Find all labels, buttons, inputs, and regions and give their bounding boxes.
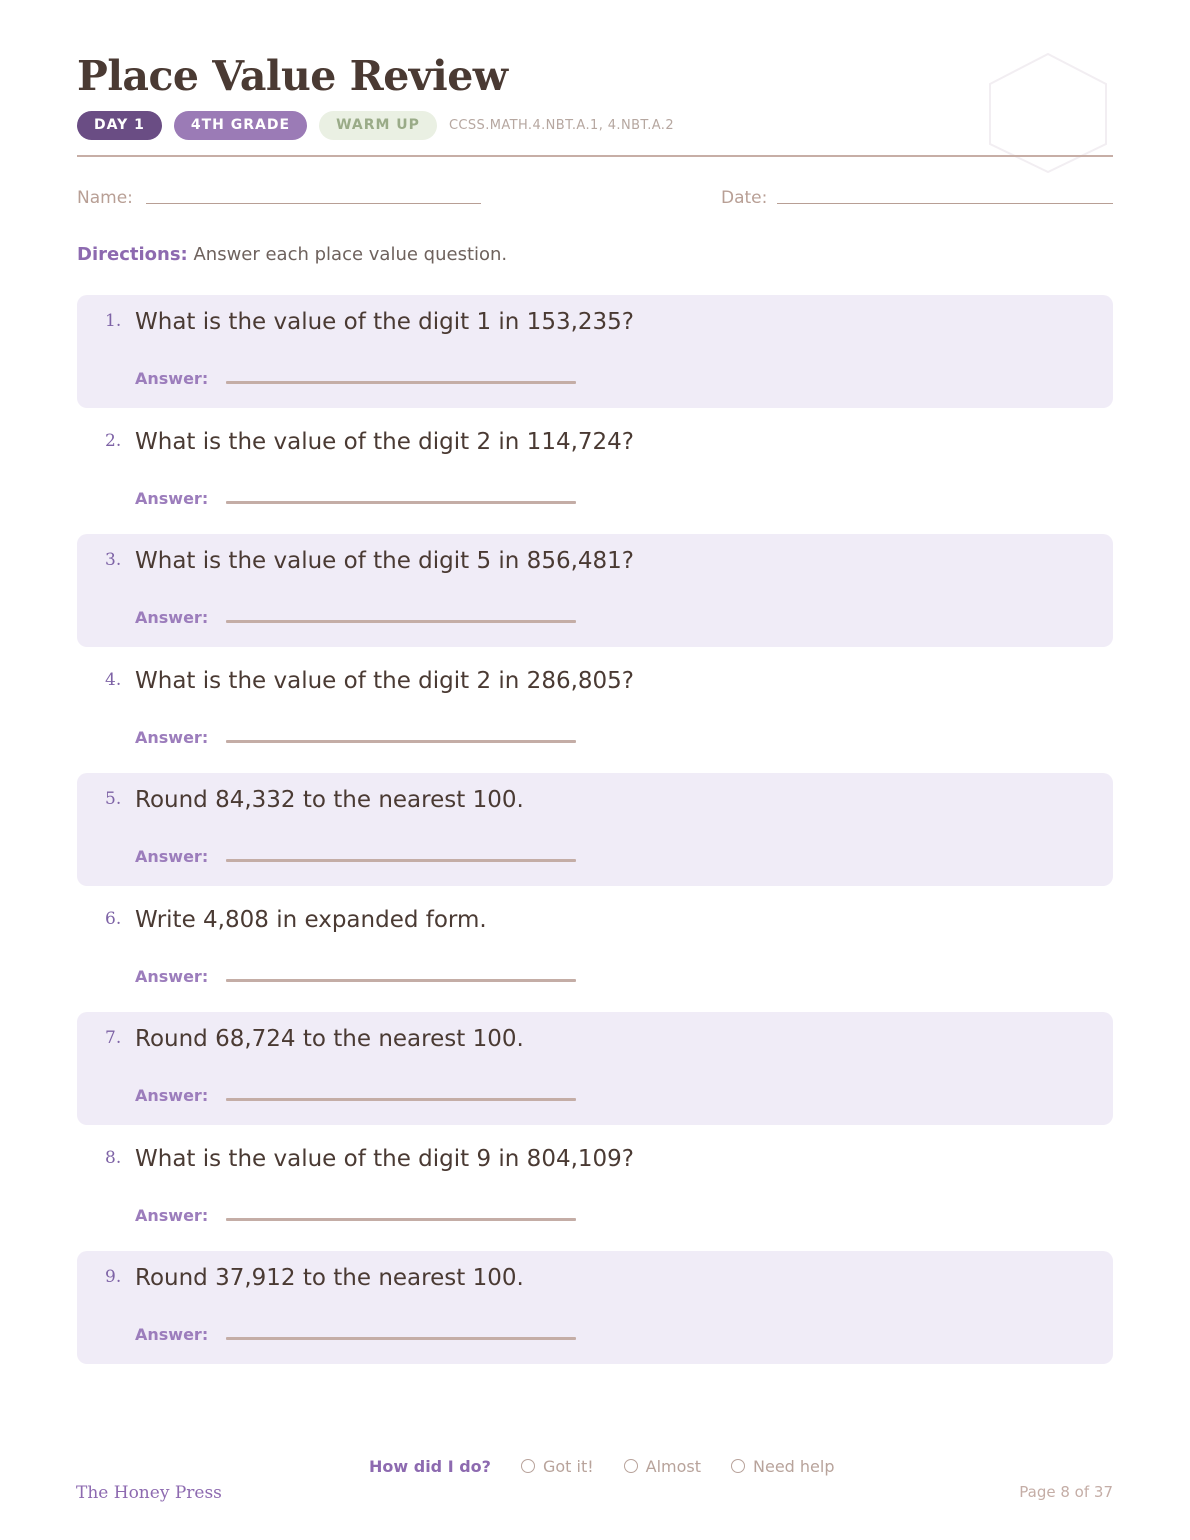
- answer-label: Answer:: [135, 489, 209, 508]
- question-card: [77, 1012, 1113, 1125]
- question-text: Round 84,332 to the nearest 100.: [135, 787, 524, 813]
- question-card: [77, 415, 1113, 528]
- self-check-option-label: Almost: [645, 1456, 702, 1476]
- answer-field[interactable]: [226, 1337, 576, 1340]
- standard-code: CCSS.MATH.4.NBT.A.1, 4.NBT.A.2: [448, 118, 675, 133]
- question-text: What is the value of the digit 2 in 114,724?: [135, 429, 635, 455]
- self-check-label: How did I do?: [369, 1456, 491, 1476]
- answer-label: Answer:: [135, 967, 209, 986]
- answer-label: Answer:: [135, 608, 209, 627]
- answer-label: Answer:: [135, 728, 209, 747]
- day-badge: DAY 1: [77, 111, 162, 140]
- answer-label: Answer:: [135, 1086, 209, 1105]
- date-field[interactable]: [777, 203, 1113, 204]
- question-text: Round 68,724 to the nearest 100.: [135, 1026, 524, 1052]
- self-check-option-got-it[interactable]: [521, 1457, 594, 1476]
- self-check-option-label: Need help: [753, 1456, 835, 1476]
- directions: [77, 244, 507, 265]
- answer-field[interactable]: [226, 859, 576, 862]
- grade-badge: 4TH GRADE: [174, 111, 307, 140]
- radio-circle-icon[interactable]: [624, 1459, 638, 1473]
- brand-name: The Honey Press: [76, 1483, 222, 1503]
- question-card: [77, 654, 1113, 767]
- question-card: [77, 893, 1113, 1006]
- answer-label: Answer:: [135, 369, 209, 388]
- question-text: What is the value of the digit 9 in 804,109?: [135, 1146, 635, 1172]
- answer-label: Answer:: [135, 847, 209, 866]
- question-card: [77, 534, 1113, 647]
- question-number: 8.: [105, 1148, 122, 1168]
- answer-field[interactable]: [226, 740, 576, 743]
- warm-up-badge: WARM UP: [319, 111, 437, 140]
- answer-label: Answer:: [135, 1325, 209, 1344]
- question-number: 5.: [105, 789, 122, 809]
- radio-circle-icon[interactable]: [731, 1459, 745, 1473]
- self-check-option-need-help[interactable]: [731, 1457, 834, 1476]
- question-number: 1.: [105, 311, 122, 331]
- question-text: What is the value of the digit 2 in 286,805?: [135, 668, 635, 694]
- answer-label: Answer:: [135, 1206, 209, 1225]
- question-card: [77, 295, 1113, 408]
- answer-field[interactable]: [226, 1218, 576, 1221]
- answer-field[interactable]: [226, 1098, 576, 1101]
- question-number: 6.: [105, 909, 122, 929]
- page-title: Place Value Review: [77, 52, 508, 100]
- answer-field[interactable]: [226, 381, 576, 384]
- tag-row: [77, 111, 674, 140]
- self-check: [369, 1455, 865, 1477]
- name-label: Name:: [77, 188, 133, 208]
- question-number: 4.: [105, 670, 122, 690]
- directions-text: Answer each place value question.: [193, 244, 508, 265]
- header-divider: [77, 155, 1113, 157]
- question-number: 9.: [105, 1267, 122, 1287]
- name-field[interactable]: [146, 203, 481, 204]
- question-text: Round 37,912 to the nearest 100.: [135, 1265, 524, 1291]
- radio-circle-icon[interactable]: [521, 1459, 535, 1473]
- question-card: [77, 1132, 1113, 1245]
- question-text: Write 4,808 in expanded form.: [135, 907, 487, 933]
- question-text: What is the value of the digit 1 in 153,235?: [135, 309, 635, 335]
- answer-field[interactable]: [226, 501, 576, 504]
- question-number: 2.: [105, 431, 122, 451]
- question-number: 7.: [105, 1028, 122, 1048]
- page-number: Page 8 of 37: [1019, 1483, 1113, 1501]
- answer-field[interactable]: [226, 979, 576, 982]
- self-check-option-label: Got it!: [542, 1456, 594, 1476]
- self-check-option-almost[interactable]: [624, 1457, 701, 1476]
- date-label: Date:: [721, 188, 768, 208]
- question-card: [77, 1251, 1113, 1364]
- answer-field[interactable]: [226, 620, 576, 623]
- question-card: [77, 773, 1113, 886]
- directions-lead: Directions:: [77, 244, 188, 265]
- question-text: What is the value of the digit 5 in 856,481?: [135, 548, 635, 574]
- question-number: 3.: [105, 550, 122, 570]
